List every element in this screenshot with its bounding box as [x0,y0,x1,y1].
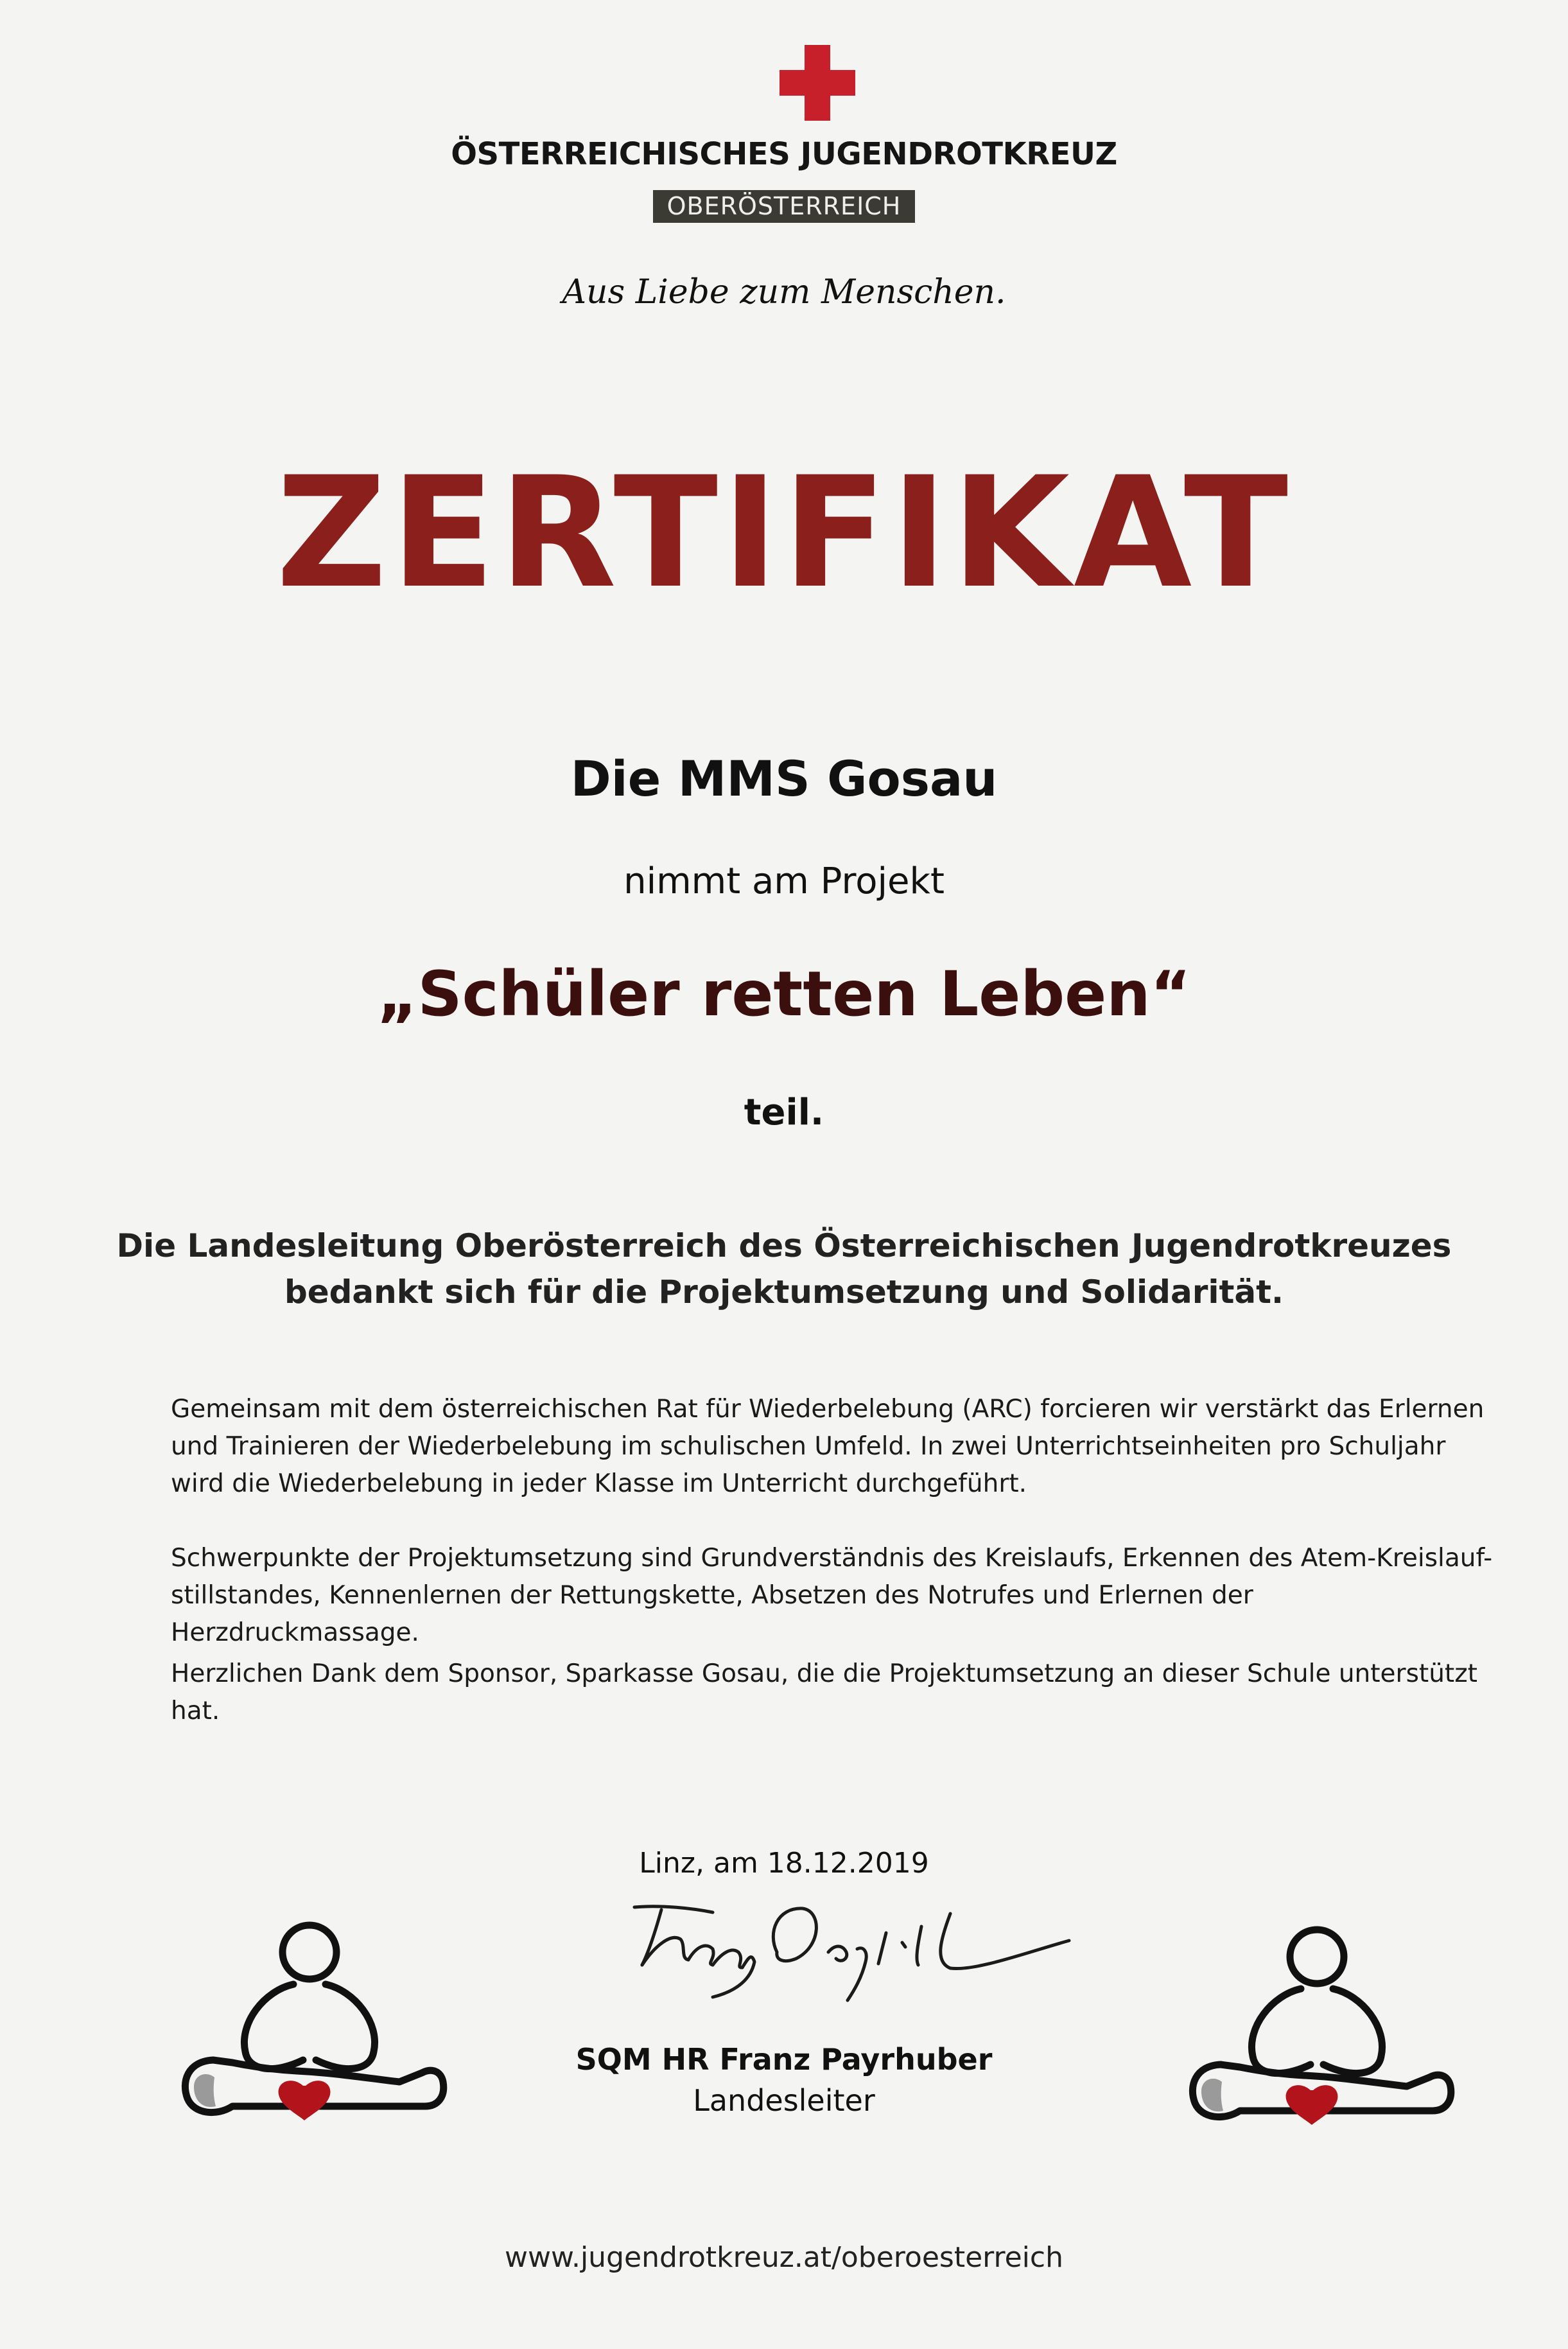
red-cross-icon [780,45,855,121]
closing-word: teil. [744,1092,824,1133]
heart-icon [1286,2085,1338,2125]
paragraph-arc: Gemeinsam mit dem österreichischen Rat für Wiederbelebung (ARC) forcieren wir verstärkt das Erlernen und Trainieren der Wiederbelebung im schulischen Umfeld. In zwei Unterrichtseinheiten pro Schuljahr wird die Wiederbelebung in jeder Klasse im Unterricht durchgeführt. [171,1395,1485,1498]
region-badge: OBERÖSTERREICH [653,190,916,223]
project-name: „Schüler retten Leben“ [377,958,1191,1030]
thanks-statement [0,1223,1568,1315]
paragraph-focus: Schwerpunkte der Projektumsetzung sind Grundverständnis des Kreislaufs, Erkennen des Atem-Kreislauf-stillstandes, Kennenlernen der Rettungskette, Absetzen des Notrufes und Erlernen der Herzdruckmassage. [171,1544,1493,1647]
signer-name: SQM HR Franz Payrhuber [575,2042,993,2077]
cpr-pictogram-icon [168,1914,464,2126]
heart-icon [279,2081,331,2120]
certificate-title: ZERTIFIKAT [275,444,1293,622]
footer-url: www.jugendrotkreuz.at/oberoesterreich [505,2241,1063,2274]
place-date: Linz, am 18.12.2019 [639,1847,929,1880]
handwritten-signature [616,1888,1079,2016]
slogan: Aus Liebe zum Menschen. [562,273,1006,311]
thanks-line-2: bedankt sich für die Projektumsetzung und Solidarität. [284,1273,1284,1311]
lead-text: nimmt am Projekt [623,860,945,902]
cpr-pictogram-icon [1179,1917,1474,2129]
thanks-line-1: Die Landesleitung Oberösterreich des Österreichischen Jugendrotkreuzes [116,1227,1452,1264]
recipient-name: Die MMS Gosau [570,750,998,807]
organization-name: ÖSTERREICHISCHES JUGENDROTKREUZ [451,136,1117,172]
signer-role: Landesleiter [693,2083,875,2118]
paragraph-sponsor: Herzlichen Dank dem Sponsor, Sparkasse Gosau, die die Projektumsetzung an dieser Schule unterstützt hat. [171,1659,1477,1725]
